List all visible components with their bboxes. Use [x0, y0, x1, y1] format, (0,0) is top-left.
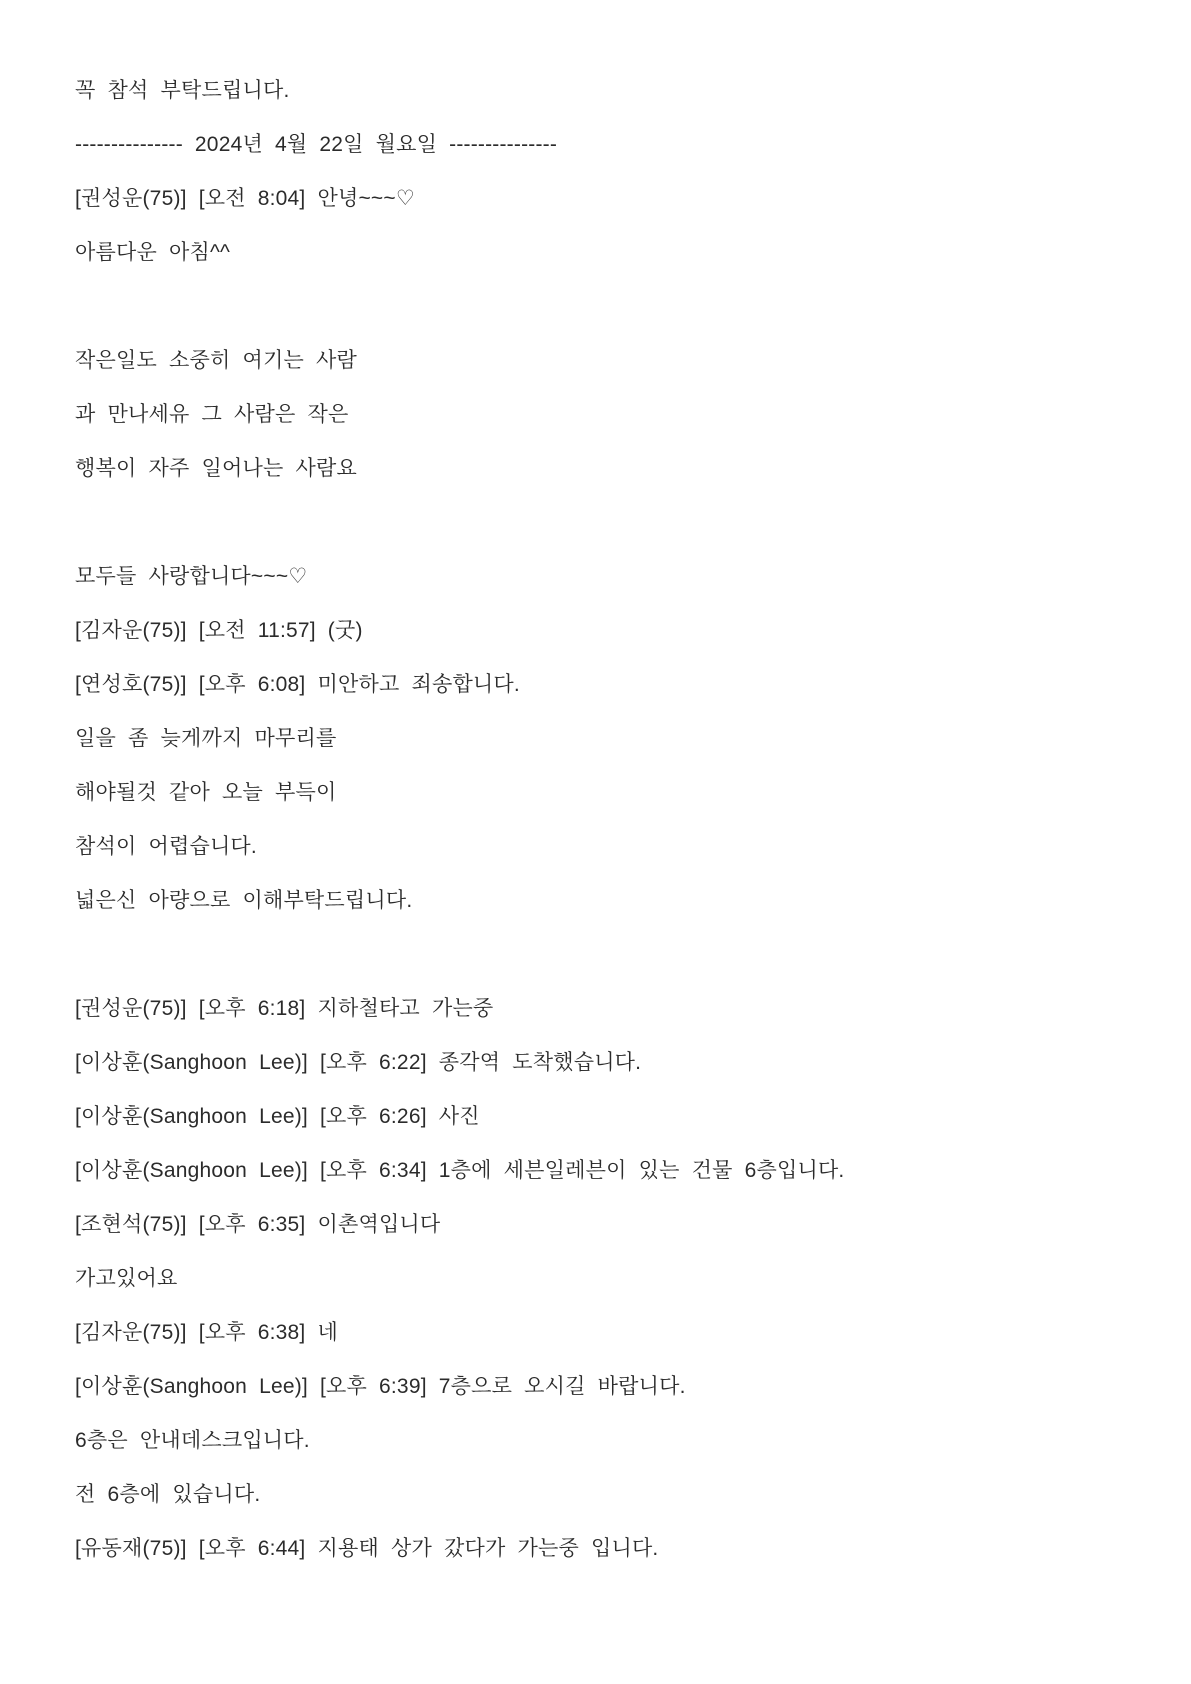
text-line: 행복이 자주 일어나는 사람요 [75, 457, 357, 480]
text-line: [조현석(75)] [오후 6:35] 이촌역입니다 [75, 1213, 441, 1236]
text-line: 참석이 어렵습니다. [75, 835, 257, 858]
text-line: 아름다운 아침^^ [75, 241, 231, 264]
text-line: 전 6층에 있습니다. [75, 1483, 261, 1506]
text-line: [유동재(75)] [오후 6:44] 지용태 상가 갔다가 가는중 입니다. [75, 1537, 659, 1560]
text-line: [이상훈(Sanghoon Lee)] [오후 6:34] 1층에 세븐일레븐이 있는 건물 6층입니다. [75, 1159, 845, 1182]
text-line: [김자운(75)] [오전 11:57] (굿) [75, 619, 363, 642]
blank-line [75, 928, 1131, 982]
text-line: [김자운(75)] [오후 6:38] 네 [75, 1321, 338, 1344]
text-line: [권성운(75)] [오후 6:18] 지하철타고 가는중 [75, 997, 494, 1020]
text-line: [이상훈(Sanghoon Lee)] [오후 6:39] 7층으로 오시길 바랍니다. [75, 1375, 686, 1398]
text-line: [권성운(75)] [오전 8:04] 안녕~~~♡ [75, 187, 415, 210]
text-line: 해야될것 같아 오늘 부득이 [75, 781, 337, 804]
text-line: 넓은신 아량으로 이해부탁드립니다. [75, 889, 413, 912]
text-line: 꼭 참석 부탁드립니다. [75, 79, 290, 102]
text-line: 일을 좀 늦게까지 마무리를 [75, 727, 337, 750]
text-line: 모두들 사랑합니다~~~♡ [75, 565, 308, 588]
text-line: 과 만나세유 그 사람은 작은 [75, 403, 349, 426]
text-line: 가고있어요 [75, 1267, 178, 1290]
blank-line [75, 280, 1131, 334]
blank-line [75, 496, 1131, 550]
chat-log-text [75, 64, 1131, 1576]
text-line: [이상훈(Sanghoon Lee)] [오후 6:26] 사진 [75, 1105, 480, 1128]
text-line: 6층은 안내데스크입니다. [75, 1429, 310, 1452]
text-line: 작은일도 소중히 여기는 사람 [75, 349, 357, 372]
text-line: [연성호(75)] [오후 6:08] 미안하고 죄송합니다. [75, 673, 520, 696]
text-line: [이상훈(Sanghoon Lee)] [오후 6:22] 종각역 도착했습니다. [75, 1051, 642, 1074]
date-divider-line: --------------- 2024년 4월 22일 월요일 --------------- [75, 133, 558, 156]
